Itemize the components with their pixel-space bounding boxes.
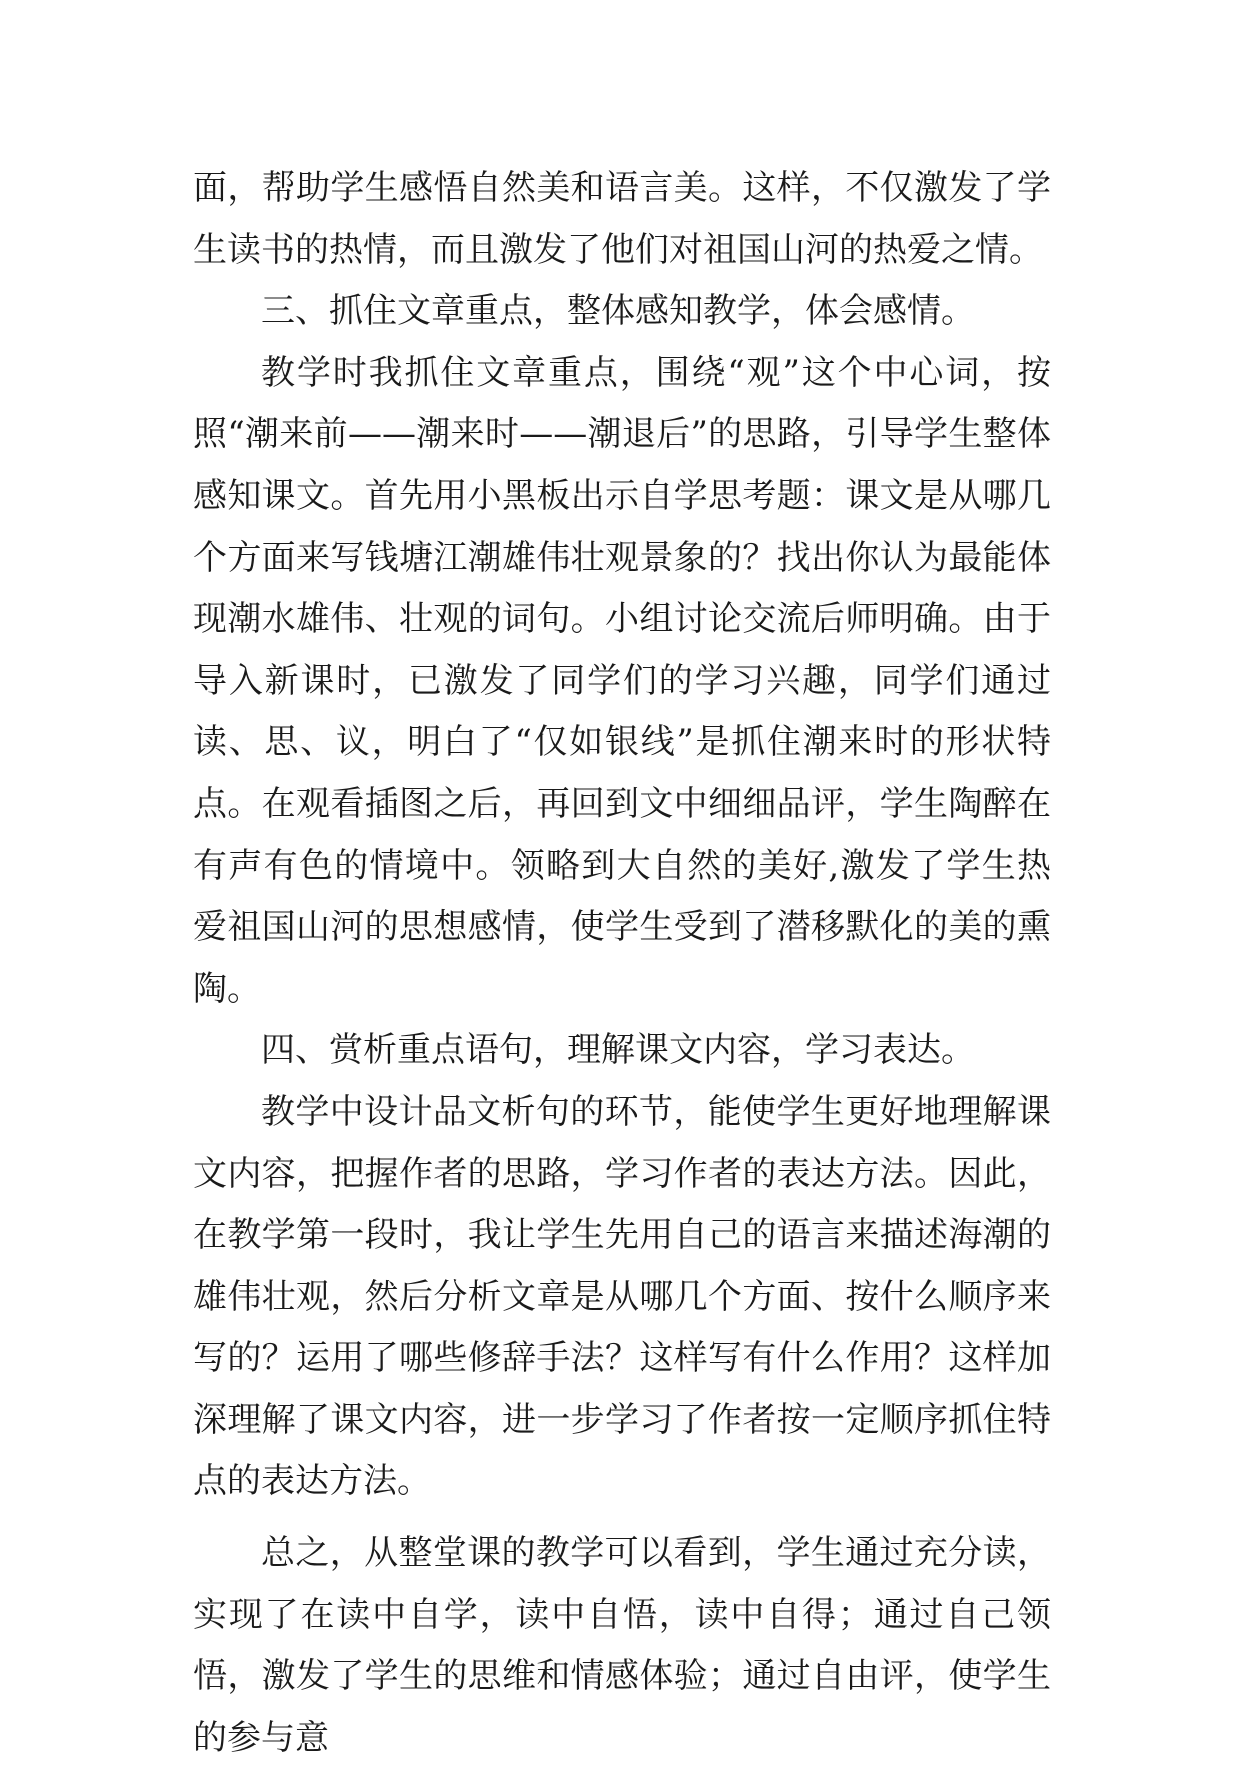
paragraph-whole-perception: 教学时我抓住文章重点，围绕“观”这个中心词，按照“潮来前——潮来时——潮退后”的思路，引导学生整体感知课文。首先用小黑板出示自学思考题：课文是从哪几个方面来写钱塘江潮雄伟壮观景象的？找出你认为最能体现潮水雄伟、壮观的词句。小组讨论交流后师明确。由于导入新课时，已激发了同学们的学习兴趣，同学们通过读、思、议，明白了“仅如银线”是抓住潮来时的形状特点。在观看插图之后，再回到文中细细品评，学生陶醉在有声有色的情境中。领略到大自然的美好,激发了学生热爱祖国山河的思想感情，使学生受到了潜移默化的美的熏陶。 xyxy=(193,352,1051,1009)
document-body xyxy=(193,158,1051,1769)
section-heading-four: 四、赏析重点语句，理解课文内容，学习表达。 xyxy=(261,1030,975,1071)
paragraph-conclusion: 总之，从整堂课的教学可以看到，学生通过充分读，实现了在读中自学，读中自悟，读中自得；通过自己领悟，激发了学生的思维和情感体验；通过自由评，使学生的参与意 xyxy=(193,1533,1051,1758)
section-heading-three: 三、抓住文章重点，整体感知教学，体会感情。 xyxy=(261,291,975,332)
paragraph-continuation: 面，帮助学生感悟自然美和语言美。这样，不仅激发了学生读书的热情，而且激发了他们对祖国山河的热爱之情。 xyxy=(193,168,1051,270)
paragraph-sentence-analysis: 教学中设计品文析句的环节，能使学生更好地理解课文内容，把握作者的思路，学习作者的表达方法。因此，在教学第一段时，我让学生先用自己的语言来描述海潮的雄伟壮观，然后分析文章是从哪几个方面、按什么顺序来写的？运用了哪些修辞手法？这样写有什么作用？这样加深理解了课文内容，进一步学习了作者按一定顺序抓住特点的表达方法。 xyxy=(193,1091,1051,1502)
